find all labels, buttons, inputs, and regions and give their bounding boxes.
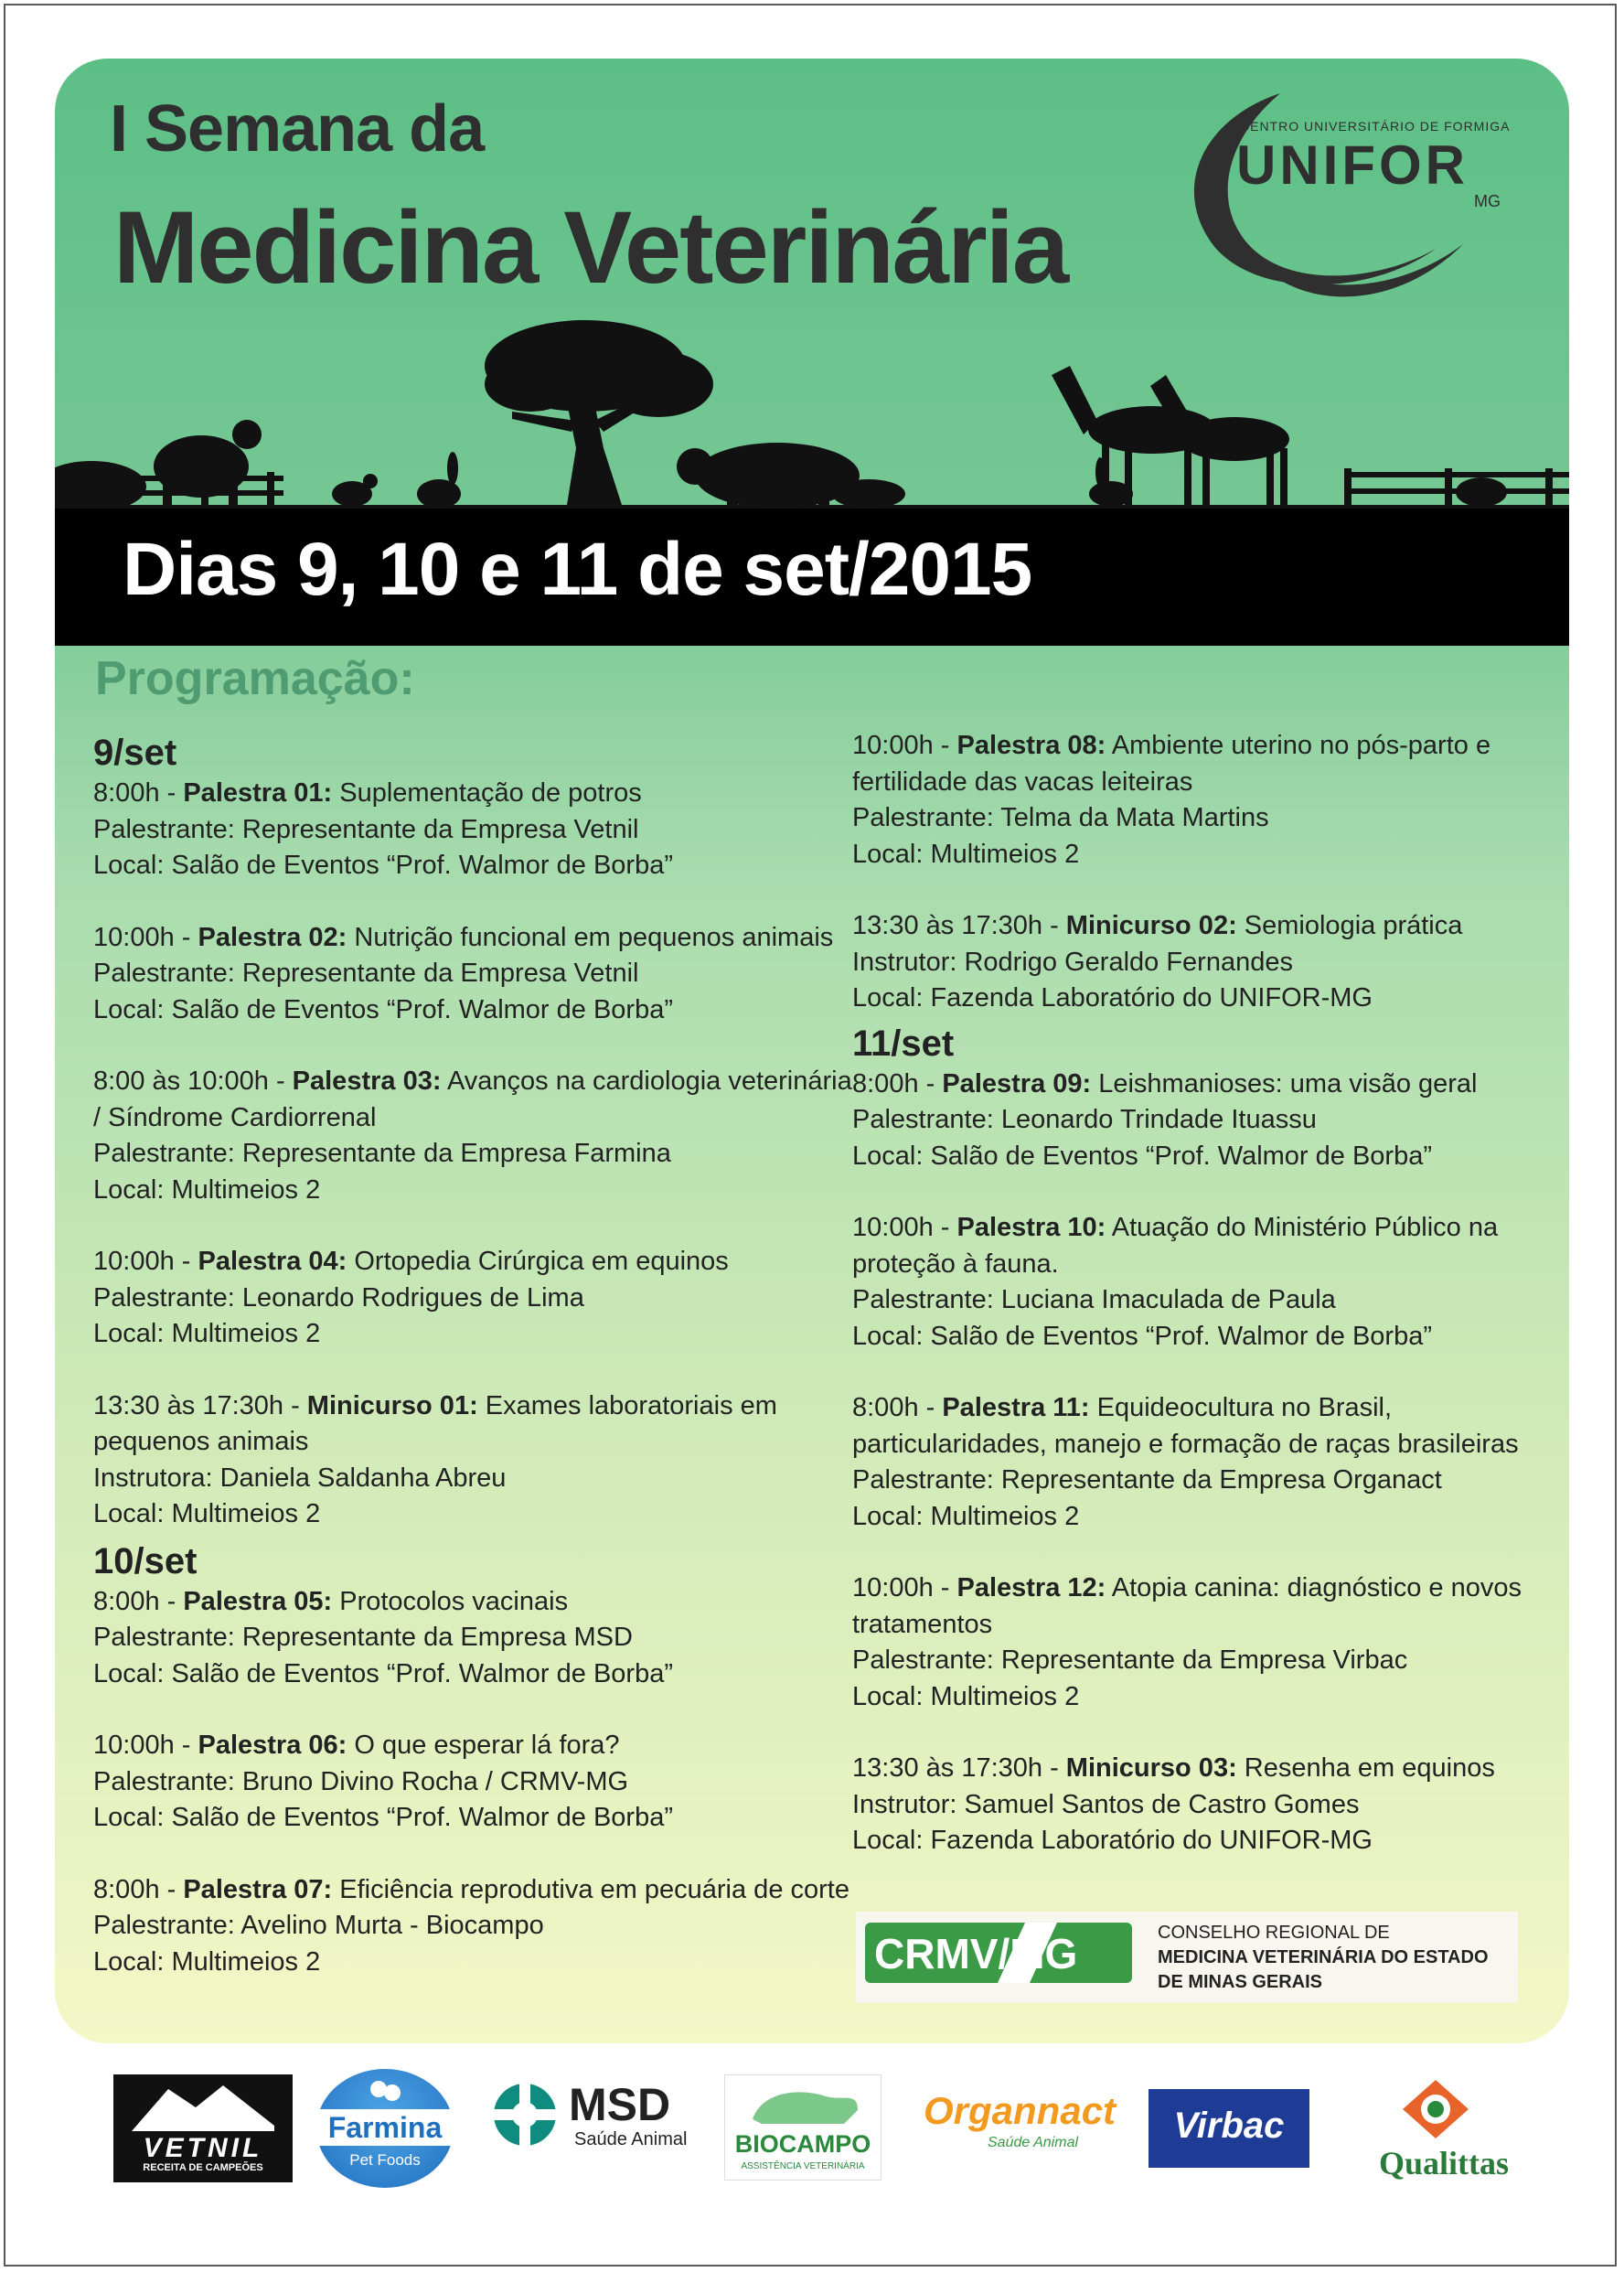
unifor-state: MG [1474,192,1501,210]
event-detail: Local: Salão de Eventos “Prof. Walmor de Borba” [852,1321,1433,1351]
farmina-name: Farmina [311,2109,459,2146]
day-heading: 9/set [93,733,177,773]
event-detail: proteção à fauna. [852,1249,1059,1279]
event-detail: Palestrante: Leonardo Rodrigues de Lima [93,1282,584,1313]
event-title: 8:00 às 10:00h - Palestra 03: Avanços na cardiologia veterinária [93,1066,852,1096]
schedule-event [852,1751,1565,1859]
event-detail: Local: Salão de Eventos “Prof. Walmor de Borba” [93,1803,674,1832]
day-heading: 10/set [93,1540,198,1581]
event-title: 13:30 às 17:30h - Minicurso 01: Exames laboratoriais em [93,1390,777,1420]
event-title: 10:00h - Palestra 12: Atopia canina: diagnóstico e novos [852,1573,1522,1602]
event-detail: Palestrante: Representante da Empresa Farmina [93,1139,671,1168]
schedule-event [93,1728,825,1837]
event-detail: / Síndrome Cardiorrenal [93,1102,377,1132]
virbac-name: Virbac [1173,2106,1285,2146]
cattle-icon [743,2083,862,2128]
event-title: 8:00h - Palestra 05: Protocolos vacinais [93,1586,569,1616]
event-title: 10:00h - Palestra 08: Ambiente uterino no pós-parto e [852,731,1491,760]
schedule-event [93,1244,825,1353]
schedule-event [852,728,1565,873]
biocampo-logo [724,2074,881,2181]
event-detail: Palestrante: Bruno Divino Rocha / CRMV-MG [93,1766,629,1796]
event-detail: Local: Multimeios 2 [93,1499,321,1528]
event-detail: Palestrante: Luciana Imaculada de Paula [852,1285,1336,1314]
organnact-name: Organnact [924,2089,1116,2132]
organnact-tagline: Saúde Animal [988,2135,1079,2150]
event-detail: Local: Multimeios 2 [93,1946,321,1977]
crmv-logo [865,1923,1132,1983]
crmv-logo-text: CRMV/MG [874,1930,1078,1977]
qualittas-name: Qualittas [1378,2145,1509,2181]
event-detail: Local: Fazenda Laboratório do UNIFOR-MG [852,1826,1373,1855]
schedule-event [852,1390,1565,1535]
event-title: 10:00h - Palestra 04: Ortopedia Cirúrgica em equinos [93,1247,729,1276]
event-detail: Palestrante: Representante da Empresa Vetnil [93,814,639,844]
event-detail: Local: Salão de Eventos “Prof. Walmor de Borba” [852,1141,1433,1171]
day-events [93,776,852,1533]
unifor-subtitle: CENTRO UNIVERSITÁRIO DE FORMIGA [1240,119,1511,134]
organnact-logo [924,2089,1116,2162]
title-line-2: Medicina Veterinária [113,190,1068,305]
event-detail: Palestrante: Leonardo Trindade Ituassu [852,1105,1317,1134]
biocampo-name: BIOCAMPO [734,2130,871,2158]
event-title: 8:00h - Palestra 09: Leishmanioses: uma visão geral [852,1068,1478,1098]
schedule-event [852,1210,1565,1355]
schedule-event [93,1064,852,1208]
event-detail: Palestrante: Telma da Mata Martins [852,803,1269,832]
farmina-tagline: Pet Foods [349,2151,421,2169]
pets-icon [368,2076,402,2107]
msd-symbol-icon [492,2082,558,2148]
schedule-event [93,1584,825,1693]
event-detail: Palestrante: Avelino Murta - Biocampo [93,1911,544,1940]
event-detail: Local: Multimeios 2 [852,839,1080,869]
msd-logo [492,2078,702,2160]
schedule-event [852,1570,1565,1715]
event-detail: Instrutora: Daniela Saldanha Abreu [93,1463,507,1493]
farmina-logo [316,2069,454,2188]
schedule-event [93,1388,825,1533]
event-title: 10:00h - Palestra 02: Nutrição funcional em pequenos animais [93,922,834,952]
horse-heads-icon [132,2080,274,2131]
qualittas-symbol-icon [1399,2078,1472,2140]
event-detail: Local: Multimeios 2 [93,1319,321,1348]
event-title: 10:00h - Palestra 06: O que esperar lá fora? [93,1731,620,1760]
event-title: 8:00h - Palestra 11: Equideocultura no Brasil, [852,1393,1393,1422]
crmv-description: CONSELHO REGIONAL DE MEDICINA VETERINÁRIA DO ESTADO DE MINAS GERAIS [1158,1923,1489,1992]
event-dates: Dias 9, 10 e 11 de set/2015 [123,528,1032,611]
msd-name: MSD [569,2079,671,2130]
event-detail: Instrutor: Samuel Santos de Castro Gomes [852,1789,1360,1819]
event-detail: Local: Fazenda Laboratório do UNIFOR-MG [852,983,1373,1013]
biocampo-tagline: ASSISTÊNCIA VETERINÁRIA [741,2161,865,2171]
virbac-logo [1149,2089,1309,2168]
event-detail: tratamentos [852,1609,993,1639]
vetnil-tagline: RECEITA DE CAMPEÕES [143,2162,263,2173]
event-detail: Instrutor: Rodrigo Geraldo Fernandes [852,947,1293,977]
crmv-box [856,1912,1518,2003]
event-detail: Local: Salão de Eventos “Prof. Walmor de Borba” [93,994,674,1024]
event-detail: Palestrante: Representante da Empresa MSD [93,1623,633,1652]
event-detail: Local: Multimeios 2 [852,1681,1080,1711]
day-events [852,728,1565,1017]
event-detail: Local: Salão de Eventos “Prof. Walmor de Borba” [93,1658,674,1688]
event-detail: pequenos animais [93,1427,309,1456]
title-line-1: I Semana da [110,92,485,166]
event-detail: Local: Salão de Eventos “Prof. Walmor de Borba” [93,851,674,880]
event-detail: Local: Multimeios 2 [93,1174,321,1205]
qualittas-logo [1348,2078,1540,2197]
unifor-name: UNIFOR [1236,134,1469,196]
msd-tagline: Saúde Animal [574,2129,688,2149]
schedule-event [852,1066,1565,1175]
event-detail: fertilidade das vacas leiteiras [852,766,1193,797]
event-detail: Palestrante: Representante da Empresa Vetnil [93,959,639,988]
schedule-event [93,1872,849,1981]
farm-animals-silhouette [55,311,1569,512]
day-heading: 11/set [852,1023,955,1064]
schedule-event [93,920,834,1029]
event-title: 10:00h - Palestra 10: Atuação do Ministério Público na [852,1213,1499,1242]
event-title: 13:30 às 17:30h - Minicurso 03: Resenha em equinos [852,1753,1495,1783]
schedule-event [852,908,1565,1017]
event-title: 13:30 às 17:30h - Minicurso 02: Semiologia prática [852,911,1463,940]
day-events [93,1584,849,1981]
schedule-left-column [93,732,852,1980]
vetnil-logo [113,2074,293,2182]
day-events [852,1066,1565,1859]
event-detail: Local: Multimeios 2 [852,1501,1080,1531]
program-heading: Programação: [95,652,415,705]
schedule-right-column [852,728,1565,1859]
event-detail: particularidades, manejo e formação de raças brasileiras [852,1429,1519,1459]
event-title: 8:00h - Palestra 07: Eficiência reprodutiva em pecuária de corte [93,1874,849,1904]
event-title: 8:00h - Palestra 01: Suplementação de potros [93,778,642,808]
event-detail: Palestrante: Representante da Empresa Virbac [852,1645,1408,1675]
event-detail: Palestrante: Representante da Empresa Organact [852,1465,1442,1495]
schedule-event [93,776,825,884]
vetnil-name: VETNIL [143,2133,263,2163]
